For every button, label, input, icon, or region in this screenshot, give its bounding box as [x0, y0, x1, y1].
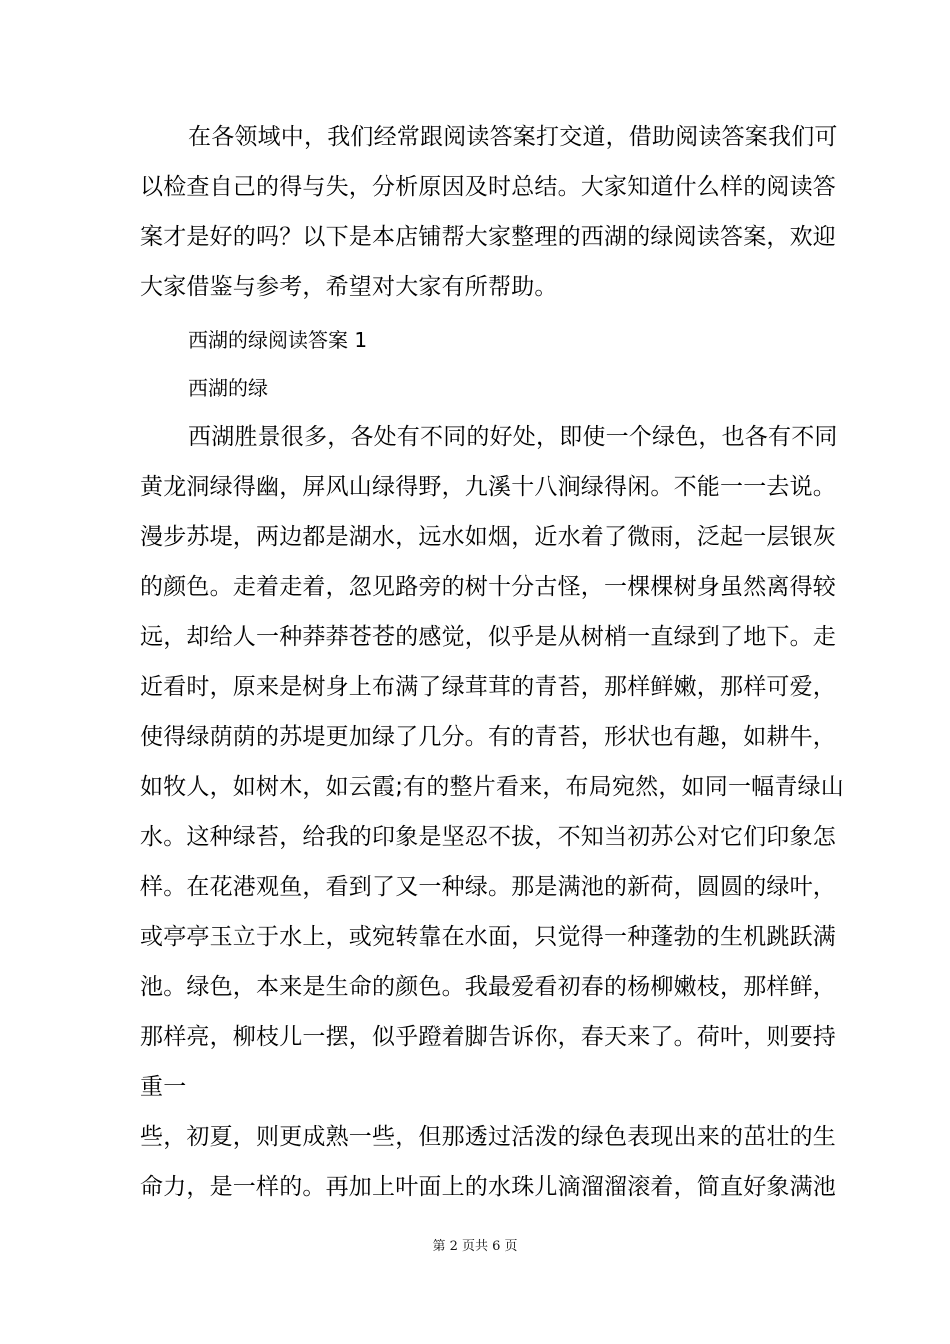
body-line: 的颜色。走着走着，忽见路旁的树十分古怪，一棵棵树身虽然离得较 — [140, 574, 836, 600]
page-footer: 第 2 页共 6 页 — [432, 1239, 518, 1254]
body-line: 西湖胜景很多，各处有不同的好处，即使一个绿色，也各有不同 — [188, 424, 838, 450]
body-line: 如牧人，如树木，如云霞;有的整片看来，布局宛然，如同一幅青绿山 — [140, 774, 844, 800]
body-line: 那样亮，柳枝儿一摆，似乎蹬着脚告诉你，春天来了。荷叶，则要持 — [140, 1024, 836, 1050]
body-line: 远，却给人一种莽莽苍苍的感觉，似乎是从树梢一直绿到了地下。走 — [140, 624, 836, 650]
intro-line: 大家借鉴与参考，希望对大家有所帮助。 — [140, 274, 558, 300]
body-line: 使得绿荫荫的苏堤更加绿了几分。有的青苔，形状也有趣，如耕牛， — [140, 724, 836, 750]
body-line: 样。在花港观鱼，看到了又一种绿。那是满池的新荷，圆圆的绿叶， — [140, 874, 836, 900]
body-line: 漫步苏堤，两边都是湖水，远水如烟，近水着了微雨，泛起一层银灰 — [140, 524, 836, 550]
article-title: 西湖的绿 — [188, 376, 268, 400]
intro-line: 以检查自己的得与失，分析原因及时总结。大家知道什么样的阅读答 — [140, 174, 836, 200]
body-line: 近看时，原来是树身上布满了绿茸茸的青苔，那样鲜嫩，那样可爱， — [140, 674, 836, 700]
intro-line: 案才是好的吗？以下是本店铺帮大家整理的西湖的绿阅读答案，欢迎 — [140, 224, 836, 250]
body-line: 些，初夏，则更成熟一些，但那透过活泼的绿色表现出来的茁壮的生 — [140, 1124, 836, 1150]
body-line: 重一 — [140, 1074, 187, 1100]
body-line: 黄龙洞绿得幽，屏风山绿得野，九溪十八涧绿得闲。不能一一去说。 — [140, 474, 836, 500]
body-line: 命力，是一样的。再加上叶面上的水珠儿滴溜溜滚着，简直好象满池 — [140, 1174, 836, 1200]
section-title: 西湖的绿阅读答案 1 — [188, 328, 368, 352]
body-line: 水。这种绿苔，给我的印象是坚忍不拔，不知当初苏公对它们印象怎 — [140, 824, 836, 850]
intro-line: 在各领域中，我们经常跟阅读答案打交道，借助阅读答案我们可 — [188, 124, 838, 150]
body-line: 或亭亭玉立于水上，或宛转靠在水面，只觉得一种蓬勃的生机跳跃满 — [140, 924, 836, 950]
body-line: 池。绿色，本来是生命的颜色。我最爱看初春的杨柳嫩枝，那样鲜， — [140, 974, 836, 1000]
